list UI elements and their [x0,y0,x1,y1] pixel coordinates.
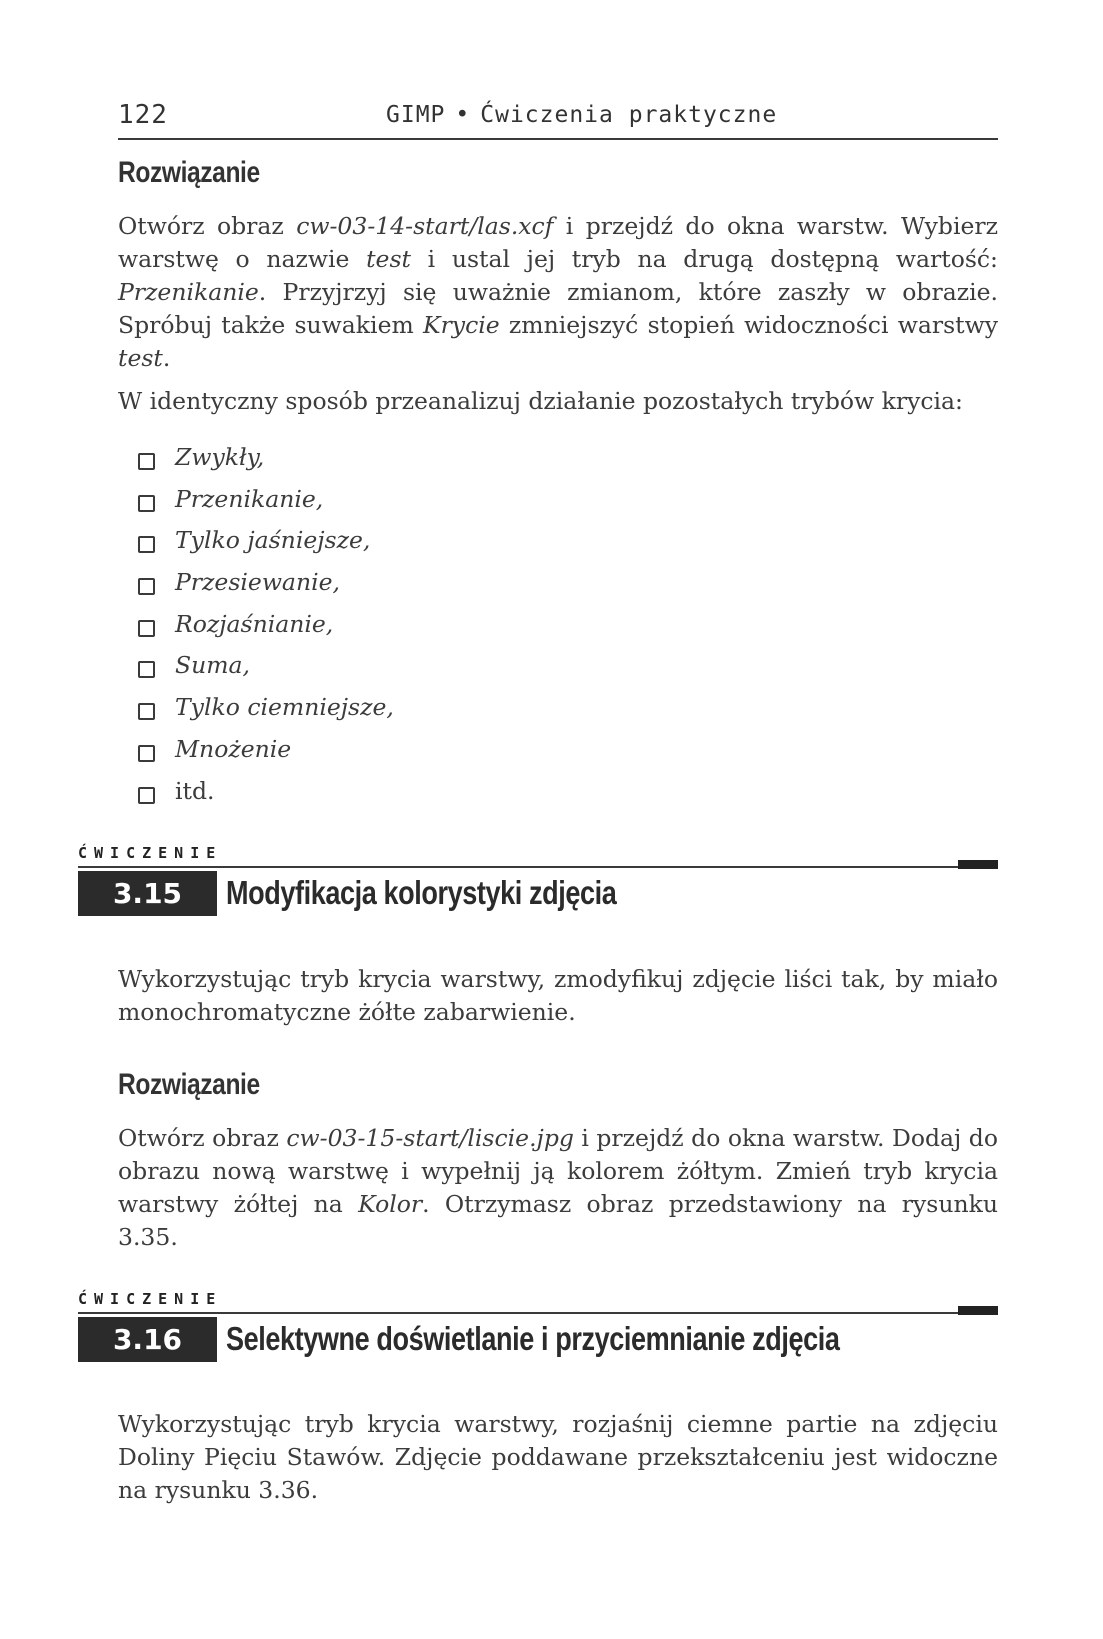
solution-paragraph-314: Otwórz obraz cw-03-14-start/las.xcf i przejdź do okna warstw. Wybierz warstwę o nazwie test i ustal jej tryb na drugą dostępną wartość: Przenikanie. Przyjrzyj się uważnie zmianom, które zaszły w obrazie. Spróbuj także suwakiem Krycie zmniejszyć stopień widoczności warstwy test. [118,212,998,372]
running-header [118,98,998,140]
blend-modes-list [138,443,394,818]
checkbox-bullet-icon [138,661,155,678]
exercise-number: 3.16 [112,1323,183,1356]
list-item: itd. [138,777,394,819]
exercise-task-315: Wykorzystując tryb krycia warstwy, zmodyfikuj zdjęcie liści tak, by miało monochromatyczne żółte zabarwienie. [118,965,998,1026]
header-separator: • [455,102,471,128]
layer-name: test [366,245,411,273]
checkbox-bullet-icon [138,703,155,720]
mode-name: Przenikanie [118,278,259,306]
list-item: Przesiewanie, [138,568,394,610]
checkbox-bullet-icon [138,495,155,512]
exercise-title: Modyfikacja kolorystyki zdjęcia [226,874,617,911]
book-title: GIMP [386,102,446,128]
running-title [386,102,777,128]
checkbox-bullet-icon [138,578,155,595]
list-item: Rozjaśnianie, [138,610,394,652]
checkbox-bullet-icon [138,745,155,762]
checkbox-bullet-icon [138,453,155,470]
exercise-number-box [78,1317,217,1362]
list-item: Tylko jaśniejsze, [138,526,394,568]
modes-intro-paragraph: W identyczny sposób przeanalizuj działanie pozostałych trybów krycia: [118,387,963,415]
exercise-banner-315 [78,844,998,924]
filename: cw-03-14-start/las.xcf [296,212,554,240]
book-subtitle: Ćwiczenia praktyczne [480,102,778,128]
list-item: Przenikanie, [138,485,394,527]
exercise-rule [78,1312,998,1314]
checkbox-bullet-icon [138,536,155,553]
list-item: Zwykły, [138,443,394,485]
list-item: Suma, [138,651,394,693]
filename: cw-03-15-start/liscie.jpg [286,1124,574,1152]
solution-heading-315: Rozwiązanie [118,1068,260,1101]
exercise-rule-mark [958,1306,998,1315]
exercise-number: 3.15 [112,877,183,910]
exercise-number-box [78,871,217,916]
list-item: Tylko ciemniejsze, [138,693,394,735]
exercise-label: ĆWICZENIE [78,1290,223,1308]
exercise-label: ĆWICZENIE [78,844,223,862]
exercise-task-316: Wykorzystując tryb krycia warstwy, rozjaśnij ciemne partie na zdjęciu Doliny Pięciu Stawów. Zdjęcie poddawane przekształceniu jest widoczne na rysunku 3.36. [118,1410,998,1504]
exercise-banner-316 [78,1290,998,1370]
exercise-rule-mark [958,860,998,869]
solution-paragraph-315: Otwórz obraz cw-03-15-start/liscie.jpg i przejdź do okna warstw. Dodaj do obrazu nową warstwę i wypełnij ją kolorem żółtym. Zmień tryb krycia warstwy żółtej na Kolor. Otrzymasz obraz przedstawiony na rysunku 3.35. [118,1124,998,1251]
page-number: 122 [118,100,168,130]
slider-name: Krycie [423,311,500,339]
exercise-rule [78,866,998,868]
layer-name: test [118,344,163,372]
checkbox-bullet-icon [138,787,155,804]
list-item: Mnożenie [138,735,394,777]
mode-name: Kolor [358,1190,423,1218]
solution-heading-314: Rozwiązanie [118,156,260,189]
checkbox-bullet-icon [138,620,155,637]
exercise-title: Selektywne doświetlanie i przyciemnianie zdjęcia [226,1320,840,1357]
